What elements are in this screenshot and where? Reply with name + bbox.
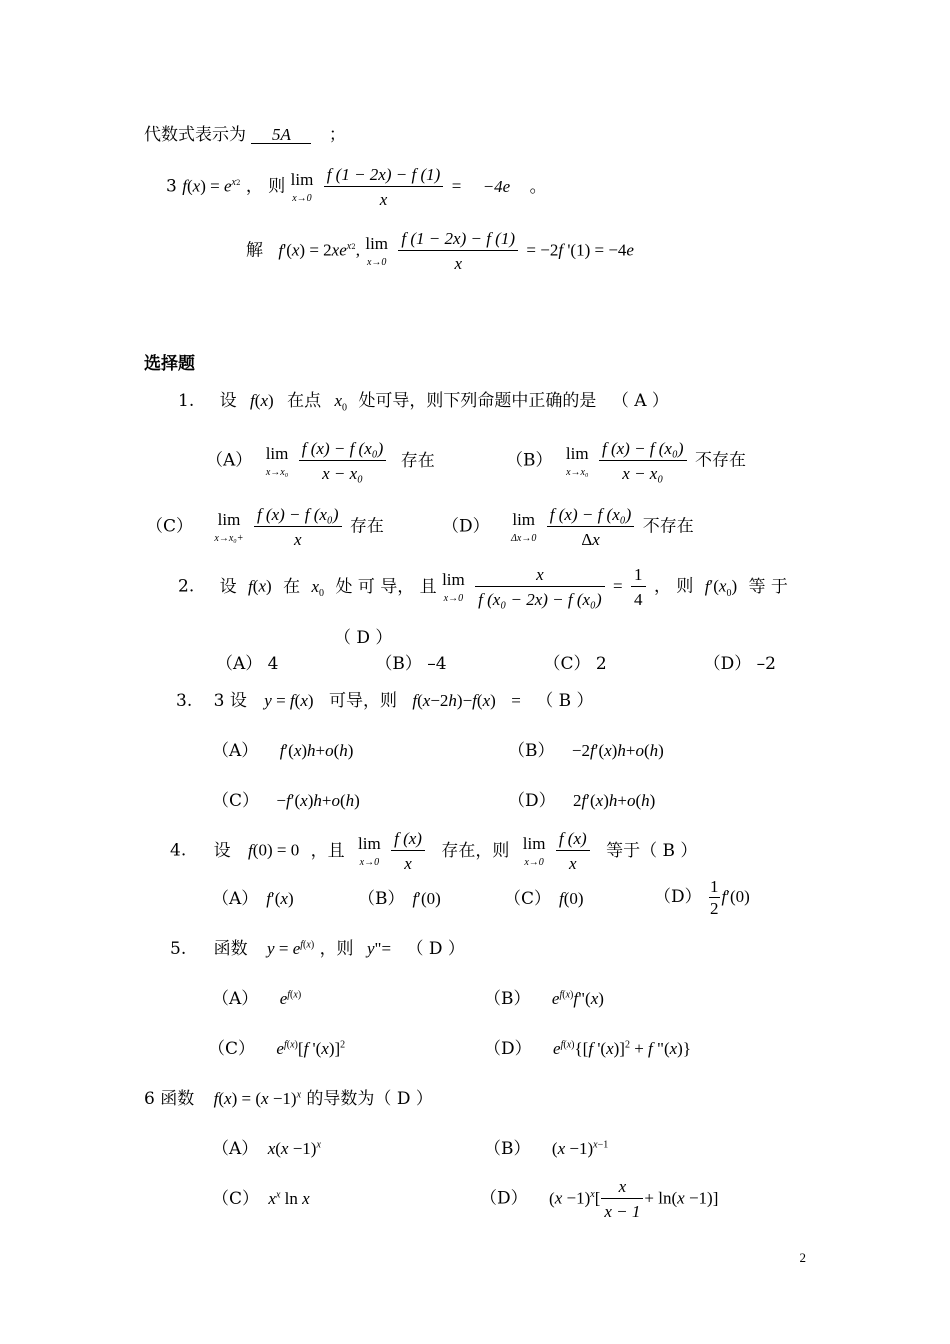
q1-option-a: （A） lim x→x₀ $\frac{\text{f (x) − f (x₀)}}{\text{x − x₀}}$ 存在 bbox=[206, 439, 435, 483]
fraction: $\frac{f (1 - 2x) - f (1)}{x}$ bbox=[324, 166, 444, 208]
answer-blank: 5A bbox=[251, 126, 311, 144]
q3-option-b: （B） −2f′(x)h+o(h) bbox=[508, 741, 664, 761]
intro-end: ； bbox=[328, 125, 346, 145]
q6-option-a: （A） $x(x -1)^x$ bbox=[212, 1139, 321, 1159]
q2-option-a: （A） 4 bbox=[216, 654, 279, 674]
q3-option-c: （C） −f′(x)h+o(h) bbox=[212, 791, 360, 811]
limit-expression: lim x→0 bbox=[290, 169, 314, 204]
q4-option-a: （A） f′(x) bbox=[212, 889, 294, 909]
q2-option-d: （D） –2 bbox=[703, 654, 776, 674]
q3-option-d: （D） 2f′(x)h+o(h) bbox=[508, 791, 656, 811]
solution-line: 解 $f'(x) = 2xe^{x2}$, lim x→0 $\frac{f (1 - 2x) - f (1)}{x}$ = −2f '(1) = −4e bbox=[246, 229, 634, 273]
question-number: 3 bbox=[166, 176, 177, 197]
q6-option-b: （B） $(x -1)^{x-1}$ bbox=[484, 1139, 609, 1159]
intro-text: 代数式表示为 bbox=[144, 125, 246, 145]
question-4: 4. 设 f(0) = 0 ，且 lim x→0 $\frac{f (x)}{x}$ 存在，则 lim x→0 $\frac{f (x)}{x}$ 等于（ B ） bbox=[170, 829, 698, 873]
q4-option-c: （C） f(0) bbox=[504, 889, 584, 909]
question-5: 5. 函数 $y = e^{f(x)}$ ，则 y"= （ D ） bbox=[170, 939, 465, 959]
q2-options bbox=[216, 656, 776, 673]
q6-option-c: （C） $x^x$ ln x bbox=[212, 1189, 310, 1209]
q2-option-b: （B） –4 bbox=[375, 654, 447, 674]
function-def: f bbox=[182, 176, 187, 196]
solution-label: 解 bbox=[246, 240, 263, 261]
question-3: 3. 3 设 y = f(x) 可导，则 f(x−2h)−f(x) = （ B ） bbox=[176, 691, 594, 711]
intro-line bbox=[144, 126, 346, 144]
q2-option-c: （C） 2 bbox=[543, 654, 607, 674]
q1-option-d: （D） lim Δx→0 $\frac{\text{f (x) − f (x₀)}}{\Delta x}$ 不存在 bbox=[442, 505, 694, 549]
q5-option-a: （A） $e^{f(x)}$ bbox=[212, 989, 302, 1009]
q5-option-b: （B） $e^{f(x)}f"(x)$ bbox=[484, 989, 604, 1009]
then-text: ， 则 bbox=[245, 176, 286, 197]
answer-bracket: （ A ） bbox=[611, 391, 669, 411]
q1-option-b: （B） lim x→x₀ $\frac{\text{f (x) − f (x₀)}}{\text{x − x₀}}$ 不存在 bbox=[506, 439, 746, 483]
page-number: 2 bbox=[799, 1250, 806, 1265]
question-1: 1. 设 f(x) 在点 $x_0$ 处可导，则下列命题中正确的是 （ A ） bbox=[178, 391, 669, 414]
q4-option-d: （D） $\frac{1}{2}$ f′(0) bbox=[654, 877, 750, 918]
question-2: 2. 设 f(x) 在 $x_0$ 处 可 导， 且 lim x→0 $\frac{x}{\text{f (x₀ − 2x) − f (x₀)}}$ = $\frac{1}{4}$ ， 则 $f'(x_0)$ 等 于 bbox=[178, 565, 788, 609]
q5-option-c: （C） $e^{f(x)}[f$ '(x)]$^2$ bbox=[208, 1039, 346, 1059]
question-6: 6 函数 $f(x) = (x -1)^x$ 的导数为（ D ） bbox=[144, 1089, 433, 1109]
q3-option-a: （A） f′(x)h+o(h) bbox=[212, 741, 354, 761]
section-title: 选择题 bbox=[144, 354, 195, 374]
fill-question-3: 3 $f(x) = e^{x2}$ ， 则 lim x→0 $\frac{f (1 - 2x) - f (1)}{x}$ = −4e 。 bbox=[166, 165, 547, 209]
q6-option-d: （D） $(x -1)^x$[ $\frac{x}{x - 1}$ + ln(x −1)] bbox=[480, 1177, 719, 1221]
fill-answer: −4e bbox=[482, 176, 511, 196]
q4-option-b: （B） f′(0) bbox=[358, 889, 441, 909]
q1-option-c: （C） lim x→x₀+ $\frac{\text{f (x) − f (x₀)}}{x}$ 存在 bbox=[146, 505, 384, 549]
q5-option-d: （D） $e^{f(x)}\{[f$ '(x)]$^2$ + f "(x)} bbox=[484, 1039, 691, 1059]
q2-answer: （ D ） bbox=[334, 628, 393, 648]
